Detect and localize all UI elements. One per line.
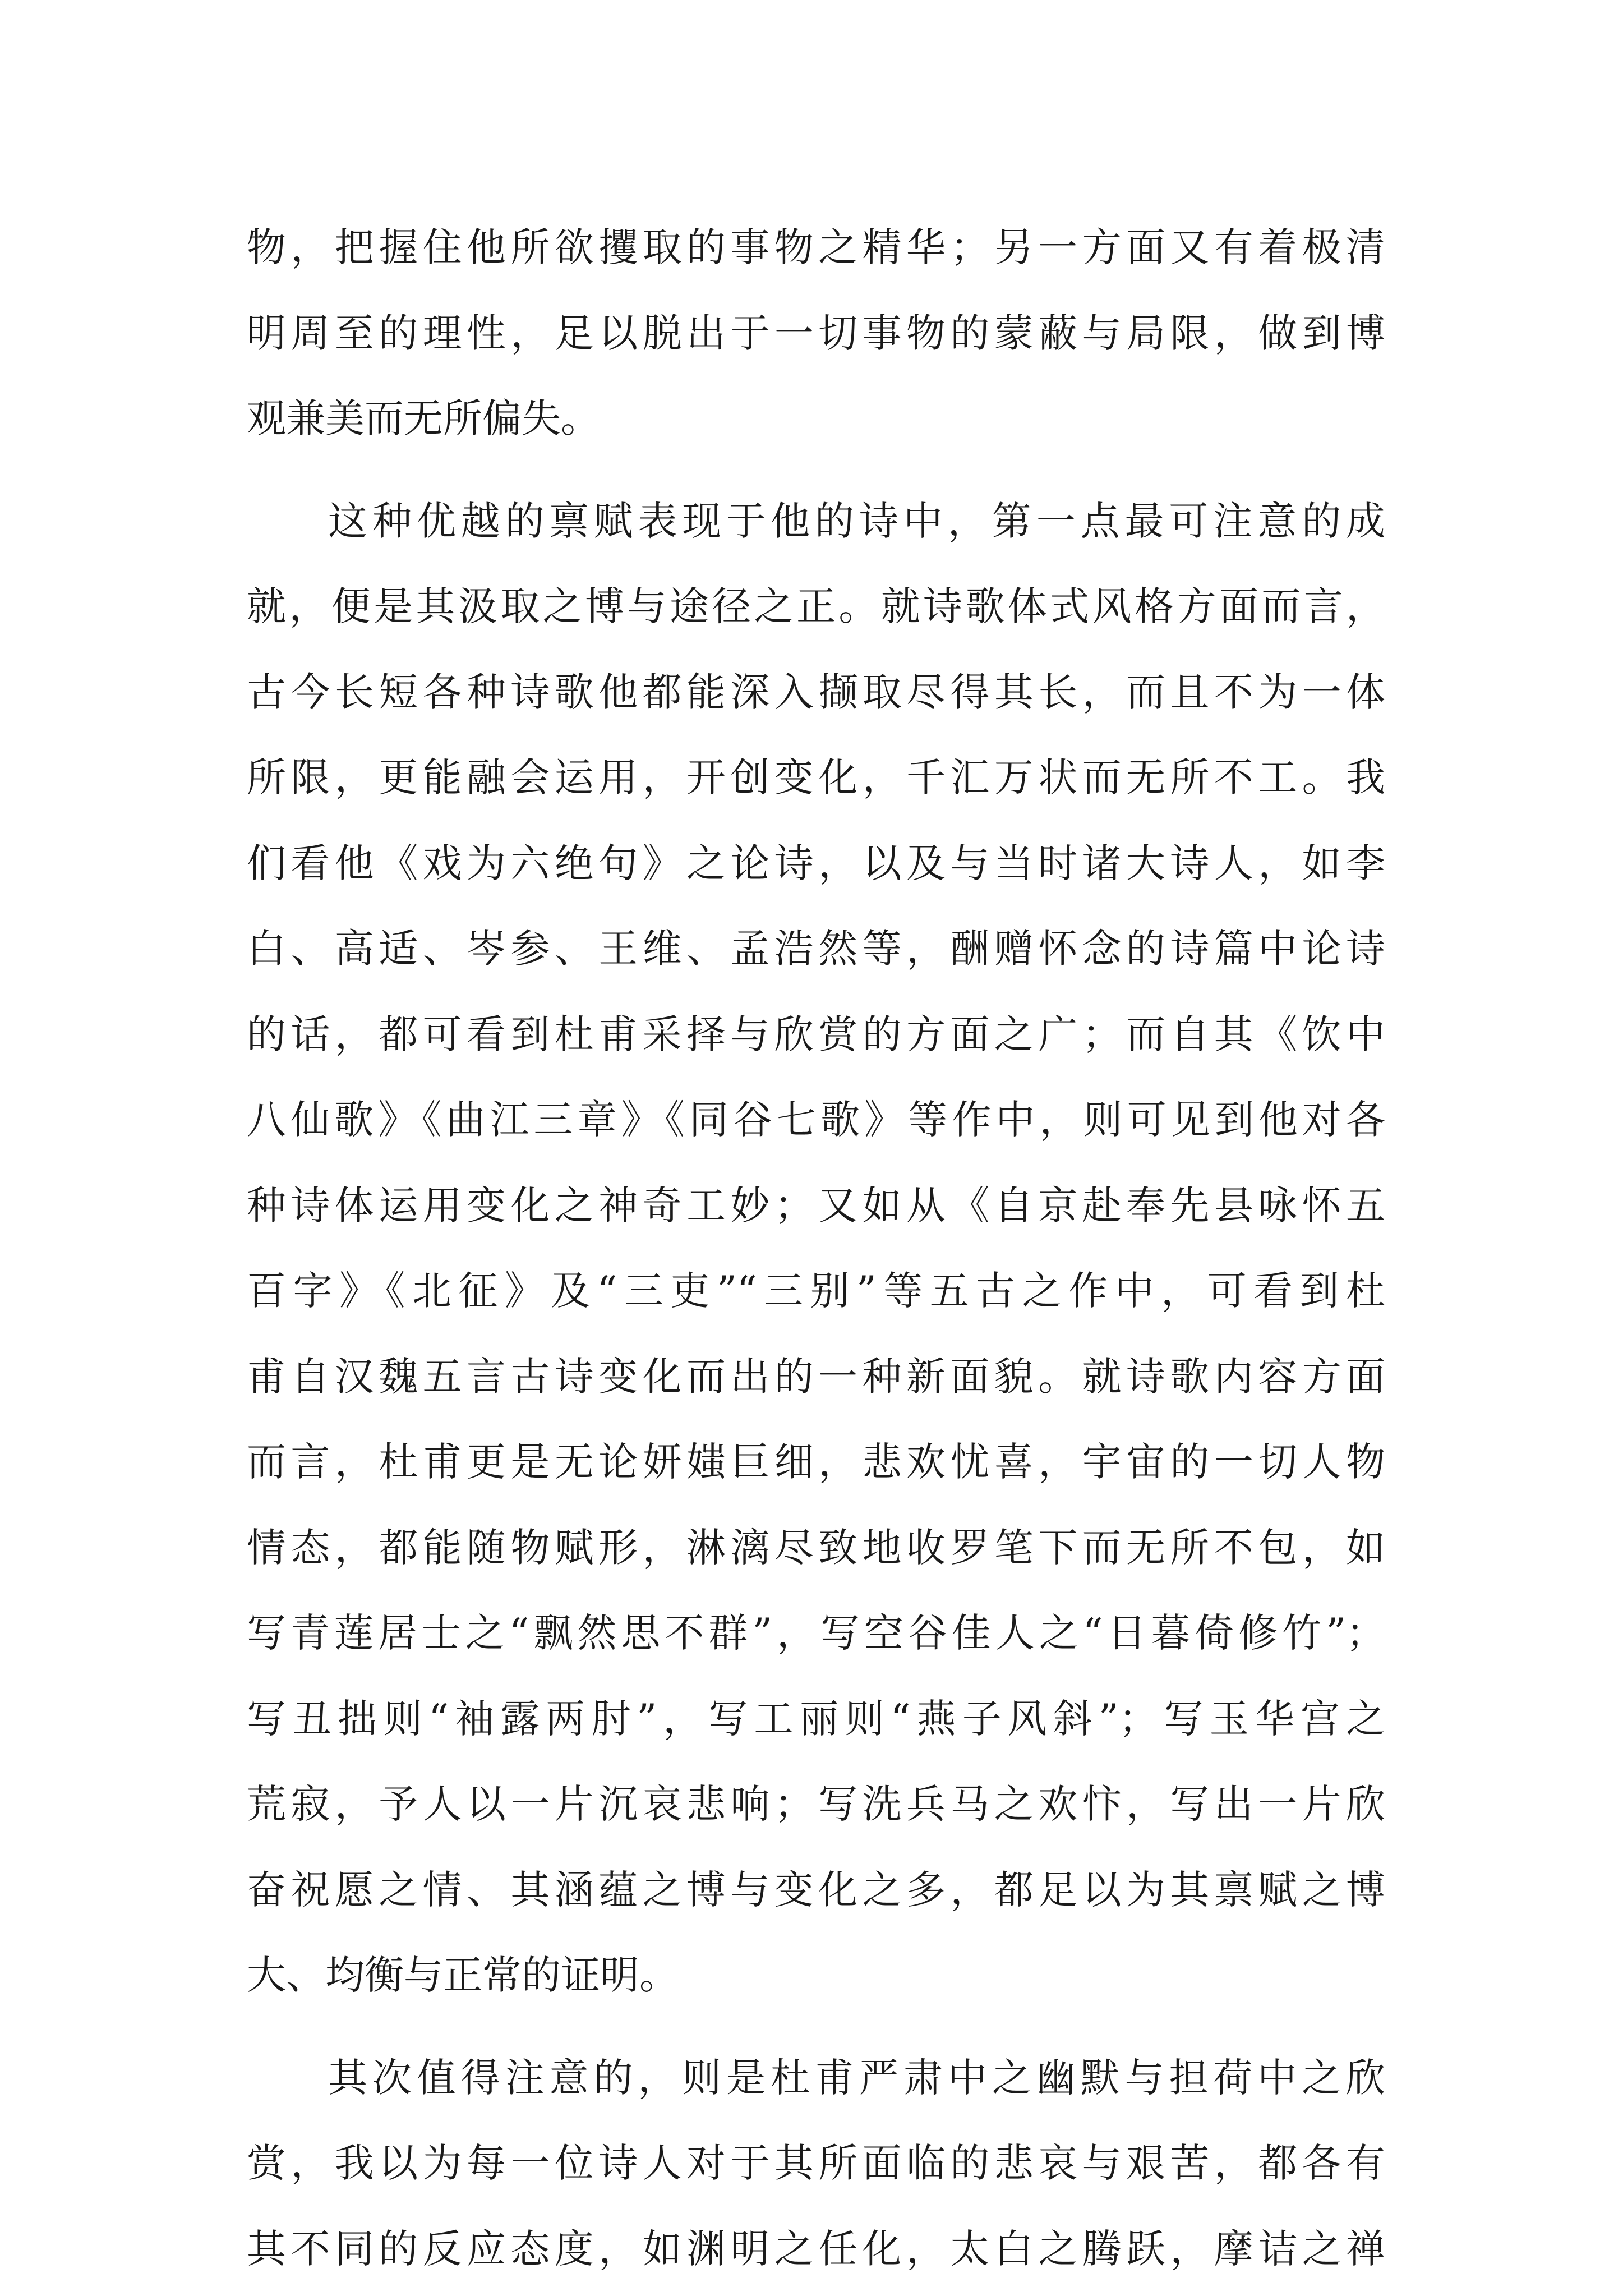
text-line: 观兼美而无所偏失。 <box>247 395 600 441</box>
text-line: 种诗体运用变化之神奇工妙；又如从《自京赴奉先县咏怀五 <box>247 1182 1385 1228</box>
text-line: 这种优越的禀赋表现于他的诗中，第一点最可注意的成 <box>328 498 1385 544</box>
text-line: 所限，更能融会运用，开创变化，千汇万状而无所不工。我 <box>247 754 1385 800</box>
body-text <box>247 205 1385 2292</box>
text-line: 百字》《北征》及“三吏”“三别”等五古之作中，可看到杜 <box>247 1268 1385 1314</box>
text-line: 写青莲居士之“飘然思不群”，写空谷佳人之“日暮倚修竹”； <box>247 1610 1385 1656</box>
text-line: 八仙歌》《曲江三章》《同谷七歌》等作中，则可见到他对各 <box>247 1097 1385 1143</box>
text-line: 就，便是其汲取之博与途径之正。就诗歌体式风格方面而言， <box>247 583 1385 629</box>
text-line: 大、均衡与正常的证明。 <box>247 1952 679 1998</box>
text-line: 明周至的理性，足以脱出于一切事物的蒙蔽与局限，做到博 <box>247 310 1385 356</box>
paragraph-1 <box>247 205 1385 462</box>
text-line: 情态，都能随物赋形，淋漓尽致地收罗笔下而无所不包，如 <box>247 1524 1385 1571</box>
text-line: 赏，我以为每一位诗人对于其所面临的悲哀与艰苦，都各有 <box>247 2140 1385 2186</box>
text-line: 奋祝愿之情、其涵蕴之博与变化之多，都足以为其禀赋之博 <box>247 1866 1385 1913</box>
paragraph-spacer <box>247 462 1385 478</box>
text-line: 的话，都可看到杜甫采择与欣赏的方面之广；而自其《饮中 <box>247 1011 1385 1057</box>
text-line: 甫自汉魏五言古诗变化而出的一种新面貌。就诗歌内容方面 <box>247 1353 1385 1400</box>
text-line: 荒寂，予人以一片沉哀悲响；写洗兵马之欢忭，写出一片欣 <box>247 1781 1385 1827</box>
paragraph-2 <box>247 478 1385 2018</box>
text-line: 其次值得注意的，则是杜甫严肃中之幽默与担荷中之欣 <box>328 2054 1385 2101</box>
paragraph-spacer <box>247 2018 1385 2035</box>
text-line: 们看他《戏为六绝句》之论诗，以及与当时诸大诗人，如李 <box>247 840 1385 886</box>
paragraph-3 <box>247 2035 1385 2292</box>
text-line: 物，把握住他所欲攫取的事物之精华；另一方面又有着极清 <box>247 224 1385 270</box>
text-line: 而言，杜甫更是无论妍媸巨细，悲欢忧喜，宇宙的一切人物 <box>247 1439 1385 1485</box>
text-line: 白、高适、岑参、王维、孟浩然等，酬赠怀念的诗篇中论诗 <box>247 926 1385 972</box>
text-line: 写丑拙则“袖露两肘”，写工丽则“燕子风斜”；写玉华宫之 <box>247 1695 1385 1742</box>
text-line: 其不同的反应态度，如渊明之任化，太白之腾跃，摩诘之禅 <box>247 2225 1385 2272</box>
text-line: 古今长短各种诗歌他都能深入撷取尽得其长，而且不为一体 <box>247 669 1385 715</box>
